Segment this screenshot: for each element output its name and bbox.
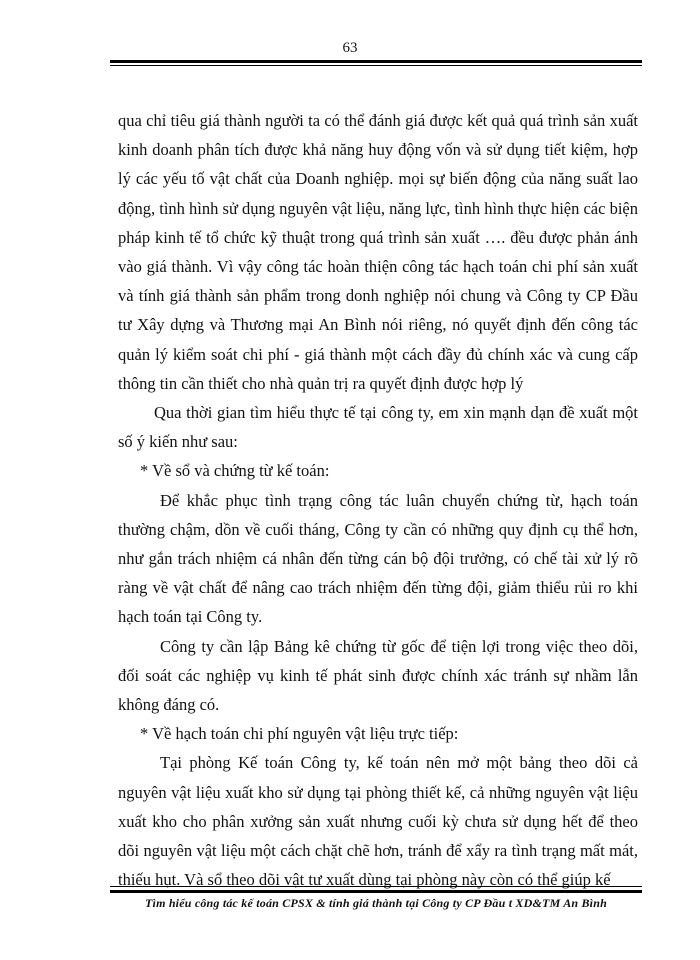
- page-number: 63: [342, 40, 358, 56]
- document-body: [118, 106, 638, 894]
- paragraph-proposal: Qua thời gian tìm hiểu thực tế tại công ty, em xin mạnh dạn đề xuất một số ý kiến như sau:: [118, 403, 638, 452]
- header-rule-thick: [110, 60, 642, 63]
- paragraph-document-flow: Để khắc phục tình trạng công tác luân chuyển chứng từ, hạch toán thường chậm, dồn về cuối tháng, Công ty cần có những quy định cụ thể hơn, như gắn trách nhiệm cá nhân đến từng cán bộ đội trưởng, có chế tài xử lý rõ ràng về vật chất để nâng cao trách nhiệm đến từng đội, giảm thiểu rủi ro khi hạch toán tại Công ty.: [118, 490, 638, 627]
- section-heading-material-costs: * Về hạch toán chi phí nguyên vật liệu trực tiếp:: [140, 724, 459, 744]
- paragraph-voucher-list: Công ty cần lập Bảng kê chứng từ gốc để tiện lợi trong việc theo dõi, đối soát các nghiệp vụ kinh tế phát sinh được chính xác tránh sự nhầm lẫn không đáng có.: [118, 636, 638, 715]
- section-heading-accounting-records: * Về sổ và chứng từ kế toán:: [140, 461, 330, 481]
- paragraph-intro: qua chỉ tiêu giá thành người ta có thể đánh giá được kết quả quá trình sản xuất kinh doanh phân tích được khả năng huy động vốn và sử dụng tiết kiệm, hợp lý các yếu tố vật chất của Doanh nghiệp. mọi sự biến động của năng suất lao động, tình hình sử dụng nguyên vật liệu, năng lực, tình hình thực hiện các biện pháp kinh tế tổ chức kỹ thuật trong quá trình sản xuất …. đều được phản ánh vào giá thành. Vì vậy công tác hoàn thiện công tác hạch toán chi phí sản xuất và tính giá thành sản phẩm trong donh nghiệp nói chung và Công ty CP Đầu tư Xây dựng và Thương mại An Bình nói riêng, nó quyết định đến công tác quản lý kiểm soát chi phí - giá thành một cách đầy đủ chính xác và cung cấp thông tin cần thiết cho nhà quản trị ra quyết định được hợp lý: [118, 111, 638, 393]
- paragraph-material-tracking: Tại phòng Kế toán Công ty, kế toán nên mở một bảng theo dõi cả nguyên vật liệu xuất kho sử dụng tại phòng thiết kế, cả những nguyên vật liệu xuất kho cho phân xưởng sản xuất nhưng cuối kỳ chưa sử dụng hết để theo dõi nguyên vật liệu một cách chặt chẽ hơn, tránh để xẩy ra tình trạng mất mát, thiếu hụt. Và sổ theo dõi vật tư xuất dùng tại phòng này còn có thể giúp kế: [118, 753, 638, 890]
- footer-text: Tìm hiểu công tác kế toán CPSX & tính giá thành tại Công ty CP Đầu t XD&TM An Bình: [145, 896, 607, 910]
- footer-rule-thick: [110, 890, 642, 893]
- header-rule-thin: [110, 65, 642, 66]
- footer-rule-thin: [110, 886, 642, 887]
